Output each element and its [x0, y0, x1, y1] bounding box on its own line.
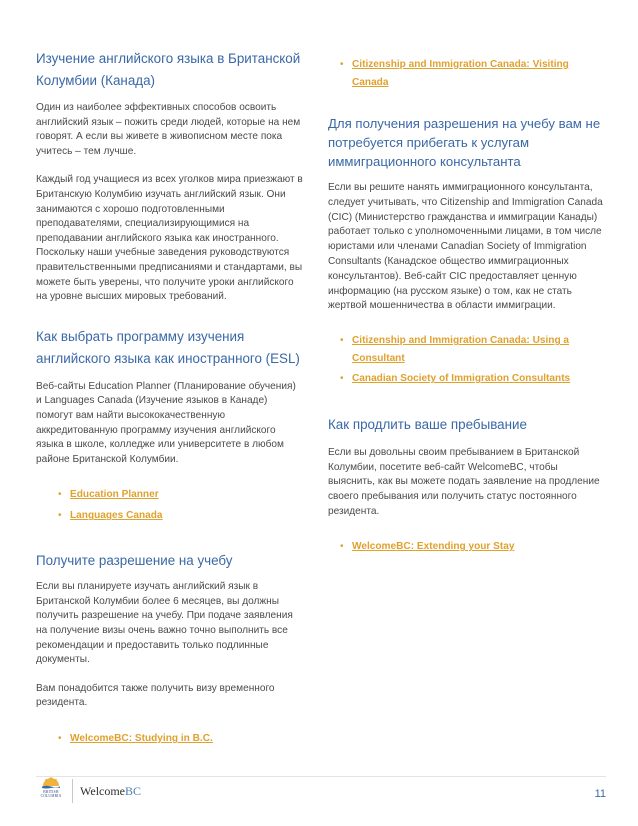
bc-logo-line2: COLUMBIA — [40, 794, 62, 798]
heading-learning-english: Изучение английского языка в Британской Колумбии (Канада) — [36, 51, 301, 88]
links-choose-program — [36, 487, 304, 523]
list-item — [58, 731, 304, 746]
link-cic-visiting[interactable]: Citizenship and Immigration Canada: Visiting Canada — [352, 59, 569, 88]
paragraph-intro: Один из наиболее эффективных способов освоить английский язык – пожить среди людей, которые на нем говорят. А если вы живете в живописном месте пока учитесь – тем лучше. — [36, 102, 301, 157]
brand-welcome: Welcome — [80, 783, 126, 798]
list-item — [58, 508, 304, 523]
logo-divider — [72, 779, 73, 803]
link-cic-consultant[interactable]: Citizenship and Immigration Canada: Using a Consultant — [352, 335, 570, 365]
bc-logo-line1: BRITISH — [43, 790, 59, 794]
brand-bc: BC — [125, 783, 142, 798]
heading-extend-stay: Как продлить ваше пребывание — [328, 417, 527, 433]
paragraph-study-permit: Если вы планируете изучать английский язык в Британской Колумбии более 6 месяцев, вы должны получить разрешение на учебу. При подаче заявления на получение визы очень важно точно выполнить все рекомендации и предоставить только подлинные документы. — [36, 581, 293, 666]
paragraph-visa: Вам понадобится также получить визу временного резидента. — [36, 682, 275, 709]
bc-logo — [36, 776, 66, 806]
link-welcomebc-extending[interactable]: WelcomeBC: Extending your Stay — [352, 541, 515, 553]
page-number: 11 — [594, 788, 606, 800]
list-item — [340, 332, 576, 368]
list-item — [340, 56, 592, 92]
left-column — [36, 48, 304, 746]
welcomebc-brand — [80, 784, 141, 799]
paragraph-choose-program: Веб-сайты Education Planner (Планирование обучения) и Languages Canada (Изучение языков в Канаде) помогут вам найти высококачественную аккредитованную программу изучения английского языка в школе, колледже или университете в любом районе Британской Колумбии. — [36, 380, 296, 465]
list-item — [58, 487, 304, 502]
links-study-permit — [36, 731, 304, 746]
heading-no-consultant: Для получения разрешения на учебу вам не потребуется прибегать к услугам иммиграционного консультанта — [328, 116, 601, 169]
bc-sun-icon — [41, 776, 61, 790]
paragraph-students: Каждый год учащиеся из всех уголков мира приезжают в Британскую Колумбию изучать английский язык. Они занимаются с хорошо подготовленными преподавателями, специализирующимися на преподавании английского языка как иностранного. Поскольку наши учебные заведения руководствуются правительственными предписаниями и стандартами, вы можете быть уверены, что получите уроки английского на уровне высших мировых требований. — [36, 174, 303, 303]
footer-logo — [36, 776, 141, 806]
heading-study-permit: Получите разрешение на учебу — [36, 553, 233, 569]
paragraph-extend-stay: Если вы довольны своим пребыванием в Британской Колумбии, посетите веб-сайт WelcomeBC, чтобы выяснить, как вы можете подать заявление на продление своего пребывания или получить статус постоянного резидента. — [328, 447, 600, 517]
list-item — [340, 539, 606, 554]
links-consultant — [328, 332, 606, 388]
paragraph-consultant: Если вы решите нанять иммиграционного консультанта, следует учитывать, что Citizenship and Immigration Canada (CIC) (Министерство гражданства и иммиграции Канады) работает только с уполномоченными лицами, в том числе юристами или членами Canadian Society of Immigration Consultants (Канадское общество иммиграционных консультантов). Веб-сайт CIC предоставляет ценную информацию (на русском языке) о том, как не стать жертвой мошенничества в области иммиграции. — [328, 182, 603, 312]
link-languages-canada[interactable]: Languages Canada — [70, 510, 163, 522]
link-education-planner[interactable]: Education Planner — [70, 489, 159, 501]
heading-choose-program: Как выбрать программу изучения английского языка как иностранного (ESL) — [36, 328, 300, 366]
links-extend-stay — [328, 539, 606, 554]
list-item — [340, 370, 576, 388]
link-welcomebc-studying[interactable]: WelcomeBC: Studying in B.C. — [70, 733, 213, 745]
right-column — [328, 56, 606, 554]
link-csic[interactable]: Canadian Society of Immigration Consultants — [352, 373, 571, 385]
links-visiting — [328, 56, 606, 92]
